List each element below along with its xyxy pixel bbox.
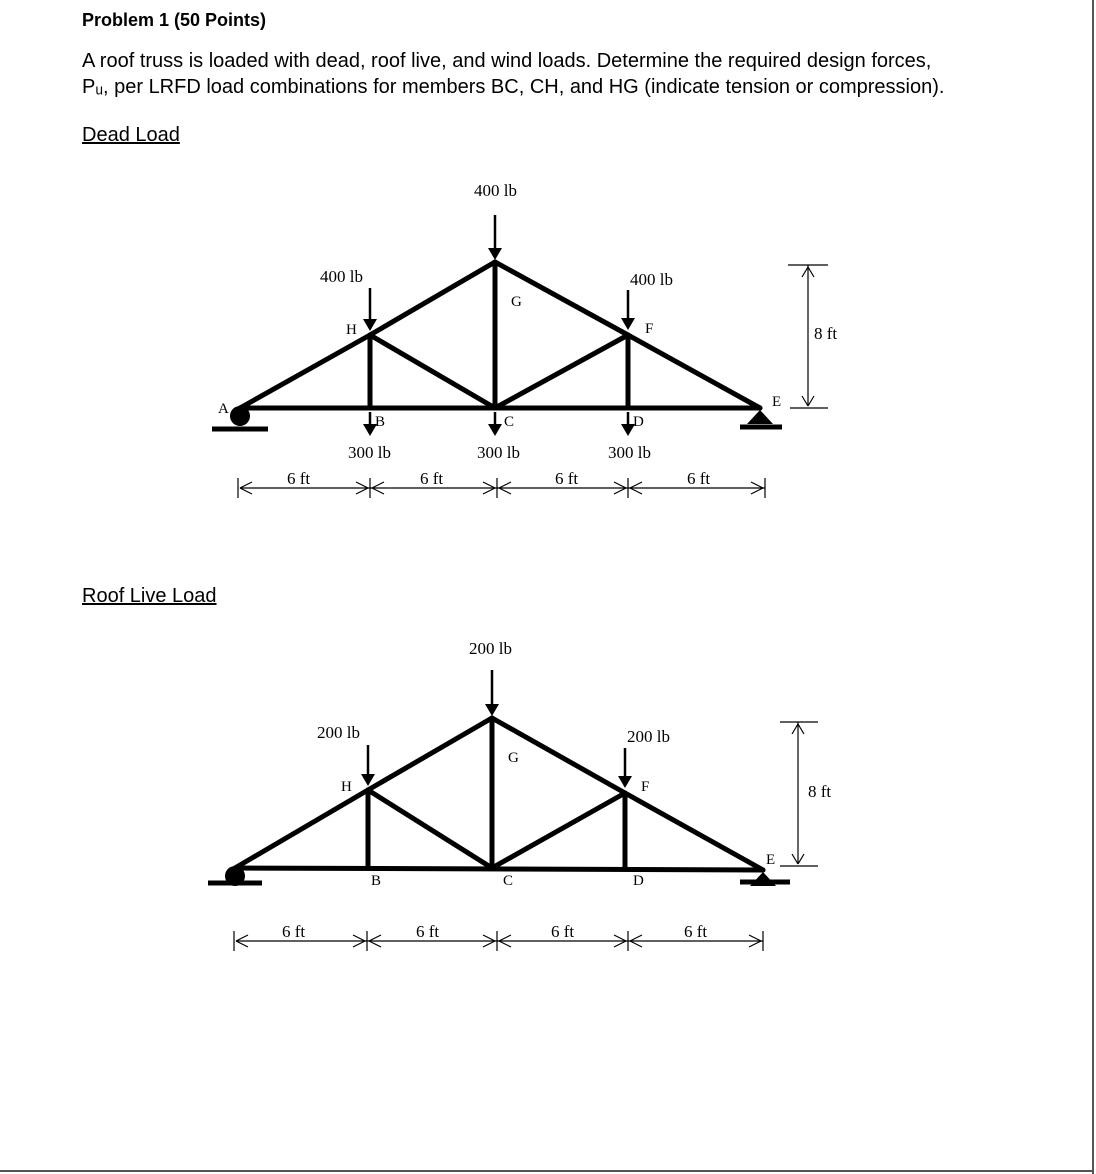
member-HC (368, 790, 492, 868)
roof-live-load-truss-diagram (200, 630, 840, 1000)
member-FE (628, 335, 760, 408)
node-label-D: D (633, 414, 644, 430)
node-label-E: E (772, 394, 782, 410)
member-HC (370, 335, 495, 408)
load-label-G: 400 lb (474, 181, 517, 200)
dead-load-heading: Dead Load (82, 124, 180, 146)
dimension-arrow-icon (234, 722, 818, 951)
height-label: 8 ft (808, 782, 832, 801)
load-label-H: 200 lb (317, 723, 360, 742)
truss-members (240, 262, 760, 408)
load-arrow-icon (363, 215, 635, 436)
load-label-B: 300 lb (348, 443, 391, 462)
load-label-C: 300 lb (477, 443, 520, 462)
statement-line-1: A roof truss is loaded with dead, roof live, and wind loads. Determine the required design forces, (82, 50, 932, 72)
node-label-C: C (504, 414, 515, 430)
height-label: 8 ft (814, 324, 838, 343)
load-label-D: 300 lb (608, 443, 651, 462)
load-label-G: 200 lb (469, 639, 512, 658)
dimension-arrow-icon (238, 265, 828, 498)
page-border-bottom (0, 1170, 1094, 1172)
node-label-G: G (508, 750, 519, 766)
node-label-H: H (346, 322, 357, 338)
span-label-2: 6 ft (420, 469, 444, 488)
member-CF (492, 793, 625, 868)
load-label-F: 200 lb (627, 727, 670, 746)
span-label-3: 6 ft (551, 922, 575, 941)
member-HG (368, 718, 492, 790)
member-HG (370, 262, 495, 335)
node-label-B: B (371, 873, 382, 889)
node-label-C: C (503, 873, 514, 889)
member-CF (495, 335, 628, 408)
dead-load-truss-diagram (200, 170, 840, 540)
span-label-4: 6 ft (684, 922, 708, 941)
span-label-1: 6 ft (282, 922, 306, 941)
load-label-H: 400 lb (320, 267, 363, 286)
span-label-1: 6 ft (287, 469, 311, 488)
member-AE-bottom-chord (235, 868, 763, 870)
node-label-E: E (766, 852, 776, 868)
member-AH (240, 335, 370, 408)
roller-support-icon (740, 872, 790, 886)
node-label-A: A (218, 401, 229, 417)
roller-support-icon (740, 410, 782, 427)
member-FE (625, 793, 763, 870)
problem-statement (82, 48, 1042, 100)
statement-line-2: Pᵤ, per LRFD load combinations for members BC, CH, and HG (indicate tension or compression). (82, 76, 945, 98)
roof-live-load-heading: Roof Live Load (82, 585, 217, 607)
member-AH (235, 790, 368, 868)
span-label-4: 6 ft (687, 469, 711, 488)
node-label-H: H (341, 779, 352, 795)
node-label-B: B (375, 414, 386, 430)
node-label-F: F (645, 321, 654, 337)
node-label-G: G (511, 294, 522, 310)
span-label-3: 6 ft (555, 469, 579, 488)
node-label-F: F (641, 779, 650, 795)
node-label-D: D (633, 873, 644, 889)
problem-title: Problem 1 (50 Points) (82, 10, 267, 30)
span-label-2: 6 ft (416, 922, 440, 941)
truss-members (235, 718, 763, 870)
page-border-right (1092, 0, 1094, 1174)
load-label-F: 400 lb (630, 270, 673, 289)
